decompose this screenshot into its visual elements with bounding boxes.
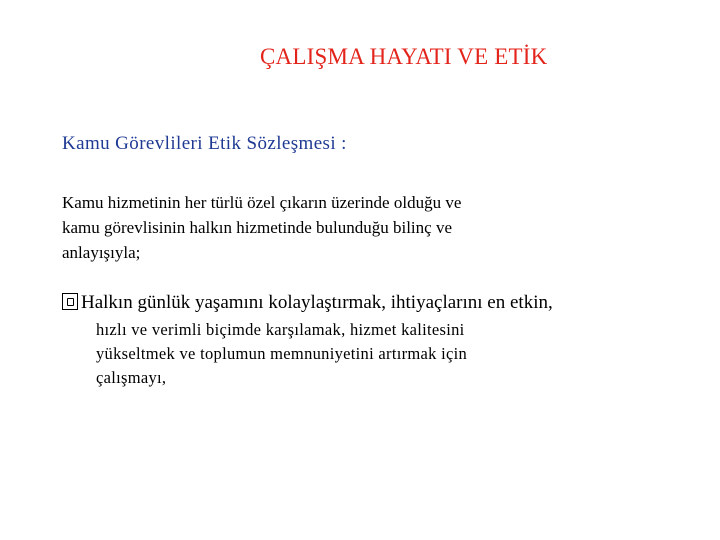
intro-line: Kamu hizmetinin her türlü özel çıkarın üzerinde olduğu ve [62, 193, 462, 212]
bullet-continuation-line: hızlı ve verimli biçimde karşılamak, hizmet kalitesini [96, 320, 465, 339]
slide-title: ÇALIŞMA HAYATI VE ETİK [260, 44, 548, 69]
intro-line: kamu görevlisinin halkın hizmetinde bulunduğu bilinç ve [62, 218, 452, 237]
bullet-first-line: Halkın günlük yaşamını kolaylaştırmak, ihtiyaçlarını en etkin, [81, 292, 553, 313]
section-heading: Kamu Görevlileri Etik Sözleşmesi : [62, 133, 347, 154]
missing-glyph-box-icon [62, 293, 78, 310]
bullet-continuation [96, 318, 467, 390]
intro-paragraph [62, 190, 622, 265]
intro-line: anlayışıyla; [62, 243, 141, 262]
bullet-continuation-line: yükseltmek ve toplumun memnuniyetini artırmak için [96, 344, 468, 363]
bullet-item [62, 290, 553, 316]
bullet-continuation-line: çalışmayı, [96, 368, 167, 387]
